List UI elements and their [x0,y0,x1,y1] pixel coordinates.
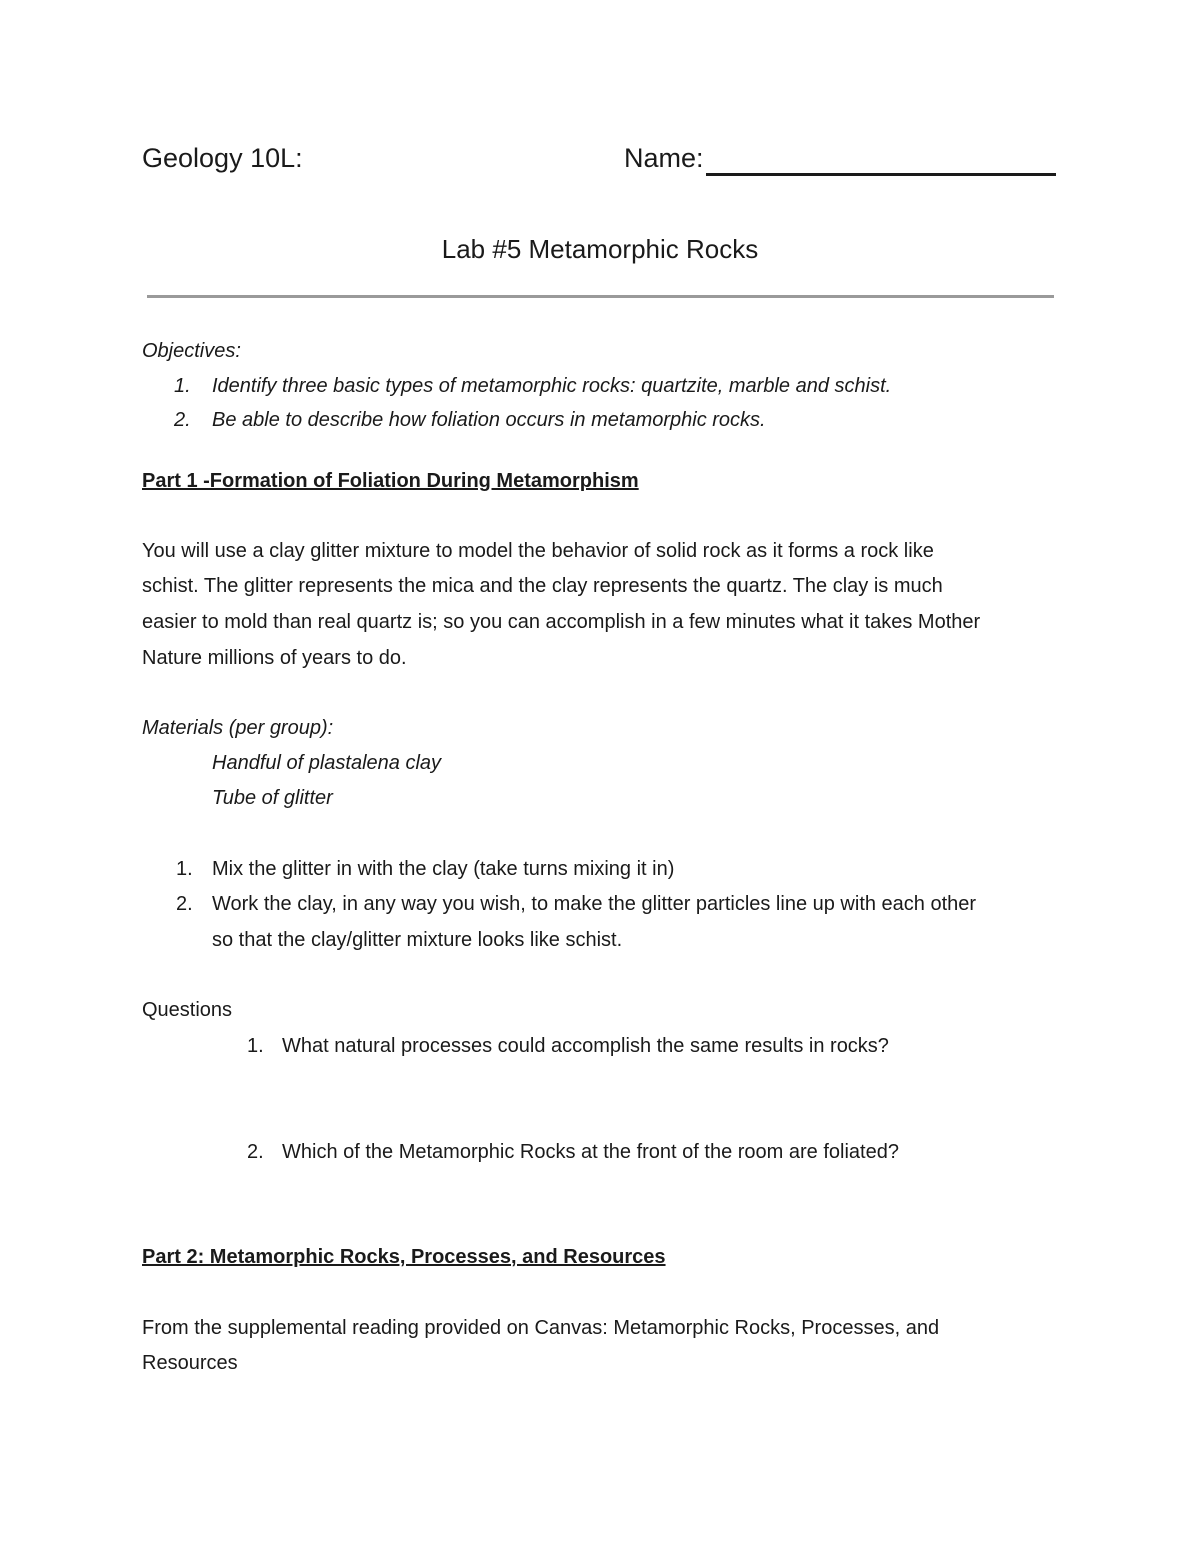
name-blank-line[interactable] [706,173,1056,176]
course-label: Geology 10L: [142,143,303,173]
step-text: Work the clay, in any way you wish, to make the glitter particles line up with each other [212,893,977,915]
questions-heading: Questions [142,999,233,1021]
objective-text: Identify three basic types of metamorphic rocks: quartzite, marble and schist. [212,375,892,397]
question-number: 1. [247,1035,264,1057]
part1-paragraph-line: schist. The glitter represents the mica and the clay represents the quartz. The clay is much [142,575,943,597]
part2-paragraph-line: From the supplemental reading provided on Canvas: Metamorphic Rocks, Processes, and [142,1317,940,1339]
question-number: 2. [247,1141,264,1163]
part1-paragraph-line: Nature millions of years to do. [142,647,407,669]
title-divider [147,295,1054,298]
material-item: Handful of plastalena clay [212,752,442,774]
step-number: 1. [176,858,193,880]
objective-number: 2. [174,409,191,431]
part1-heading: Part 1 -Formation of Foliation During Metamorphism [142,470,639,492]
step-number: 2. [176,893,193,915]
material-item: Tube of glitter [212,787,333,809]
part2-heading: Part 2: Metamorphic Rocks, Processes, and Resources [142,1246,666,1268]
question-text: Which of the Metamorphic Rocks at the front of the room are foliated? [282,1141,899,1163]
part1-paragraph-line: You will use a clay glitter mixture to model the behavior of solid rock as it forms a rock like [142,540,934,562]
objective-number: 1. [174,375,191,397]
materials-heading: Materials (per group): [142,717,334,739]
part2-paragraph-line: Resources [142,1352,238,1374]
question-text: What natural processes could accomplish the same results in rocks? [282,1035,889,1057]
part1-paragraph-line: easier to mold than real quartz is; so you can accomplish in a few minutes what it takes Mother [142,611,981,633]
page-title: Lab #5 Metamorphic Rocks [441,234,759,264]
name-label: Name: [624,143,704,173]
step-text: Mix the glitter in with the clay (take turns mixing it in) [212,858,675,880]
objectives-heading: Objectives: [142,340,241,362]
step-text: so that the clay/glitter mixture looks like schist. [212,929,623,951]
objective-text: Be able to describe how foliation occurs in metamorphic rocks. [212,409,766,431]
